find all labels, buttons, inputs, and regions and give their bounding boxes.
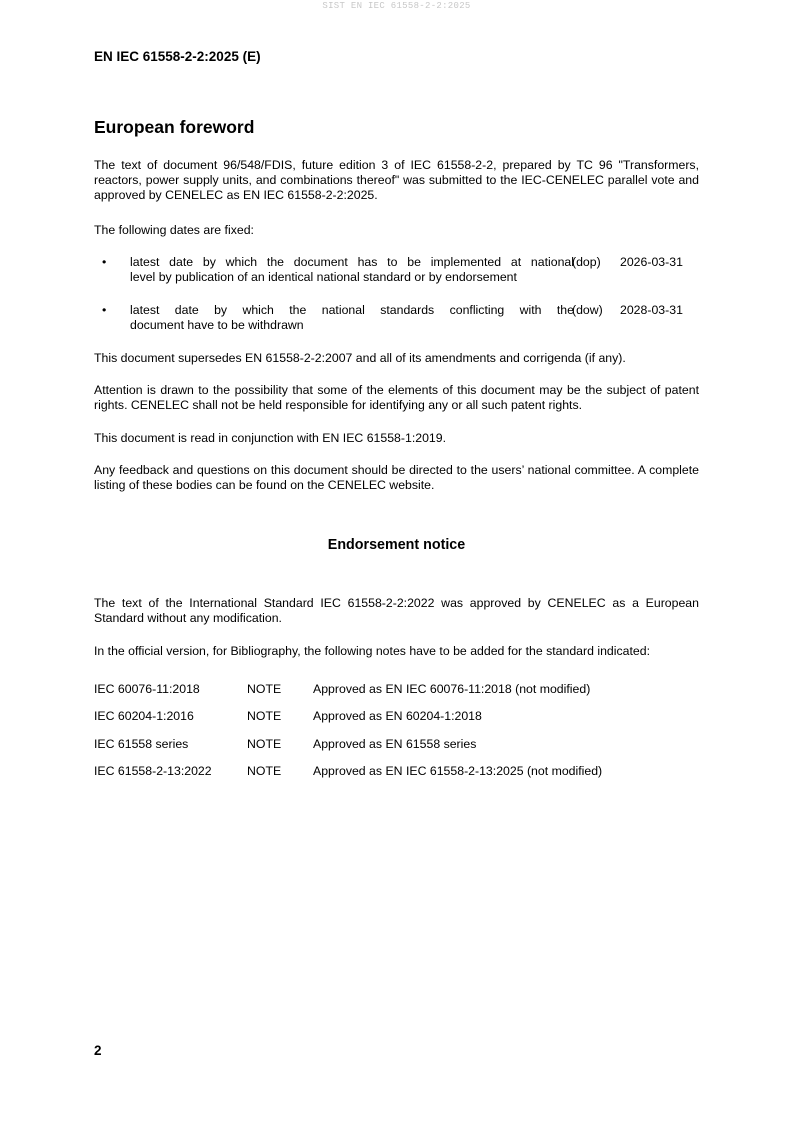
- date-item-text: [130, 255, 574, 285]
- supersedes-text: This document supersedes EN 61558-2-2:2007 and all of its amendments and corrigenda (if any).: [94, 351, 626, 365]
- date-item-date: 2026-03-31: [620, 255, 683, 269]
- note-text: Approved as EN IEC 60076-11:2018 (not modified): [313, 682, 591, 696]
- note-text: Approved as EN IEC 61558-2-13:2025 (not modified): [313, 764, 603, 778]
- conjunction-text: This document is read in conjunction with EN IEC 61558-1:2019.: [94, 431, 447, 445]
- date-item-text: [130, 303, 574, 333]
- note-label: NOTE: [247, 709, 282, 723]
- note-standard: IEC 61558-2-13:2022: [94, 764, 212, 778]
- patent-block: [94, 383, 699, 413]
- note-text: Approved as EN 61558 series: [313, 737, 477, 751]
- feedback-text: Any feedback and questions on this document should be directed to the users’ national committee. A complete listing of these bodies can be found on the CENELEC website.: [94, 463, 699, 492]
- watermark: SIST EN IEC 61558-2-2:2025: [322, 1, 471, 11]
- bullet-icon: •: [102, 255, 107, 269]
- note-label: NOTE: [247, 737, 282, 751]
- date-item-abbr: (dow): [572, 303, 603, 317]
- date-item-text-line2: level by publication of an identical national standard or by endorsement: [130, 270, 517, 284]
- foreword-title: European foreword: [94, 117, 255, 137]
- document-reference: EN IEC 61558-2-2:2025 (E): [94, 49, 261, 64]
- note-standard: IEC 61558 series: [94, 737, 189, 751]
- note-standard: IEC 60204-1:2016: [94, 709, 194, 723]
- date-item-abbr: (dop): [572, 255, 601, 269]
- foreword-intro: The text of document 96/548/FDIS, future edition 3 of IEC 61558-2-2, prepared by TC 96 "Transformers, reactors, power supply units, and combinations thereof" was submitted to the IEC-CENELEC parallel vote and approved by CENELEC as EN IEC 61558-2-2:2025.: [94, 158, 699, 202]
- date-item-text-line2: document have to be withdrawn: [130, 318, 304, 332]
- date-item-text-line1: latest date by which the national standards conflicting with the: [130, 303, 574, 317]
- note-label: NOTE: [247, 682, 282, 696]
- supersedes-block: [94, 351, 699, 366]
- endorsement-text-block: [94, 596, 699, 626]
- bullet-icon: •: [102, 303, 107, 317]
- note-text: Approved as EN 60204-1:2018: [313, 709, 482, 723]
- patent-text: Attention is drawn to the possibility that some of the elements of this document may be the subject of patent rights. CENELEC shall not be held responsible for identifying any or all such patent rights.: [94, 383, 699, 412]
- dates-intro: The following dates are fixed:: [94, 223, 254, 237]
- note-standard: IEC 60076-11:2018: [94, 682, 200, 696]
- foreword-intro-block: [94, 158, 699, 203]
- dates-intro-block: [94, 223, 699, 238]
- endorsement-text: The text of the International Standard IEC 61558-2-2:2022 was approved by CENELEC as a European Standard without any modification.: [94, 596, 699, 625]
- date-item-text-line1: latest date by which the document has to be implemented at national: [130, 255, 574, 269]
- feedback-block: [94, 463, 699, 493]
- bibliography-intro-block: [94, 644, 699, 659]
- endorsement-title: Endorsement notice: [327, 537, 466, 553]
- page-number: 2: [94, 1043, 102, 1058]
- note-label: NOTE: [247, 764, 282, 778]
- bibliography-intro: In the official version, for Bibliography, the following notes have to be added for the standard indicated:: [94, 644, 650, 658]
- date-item-date: 2028-03-31: [620, 303, 683, 317]
- conjunction-block: [94, 431, 699, 446]
